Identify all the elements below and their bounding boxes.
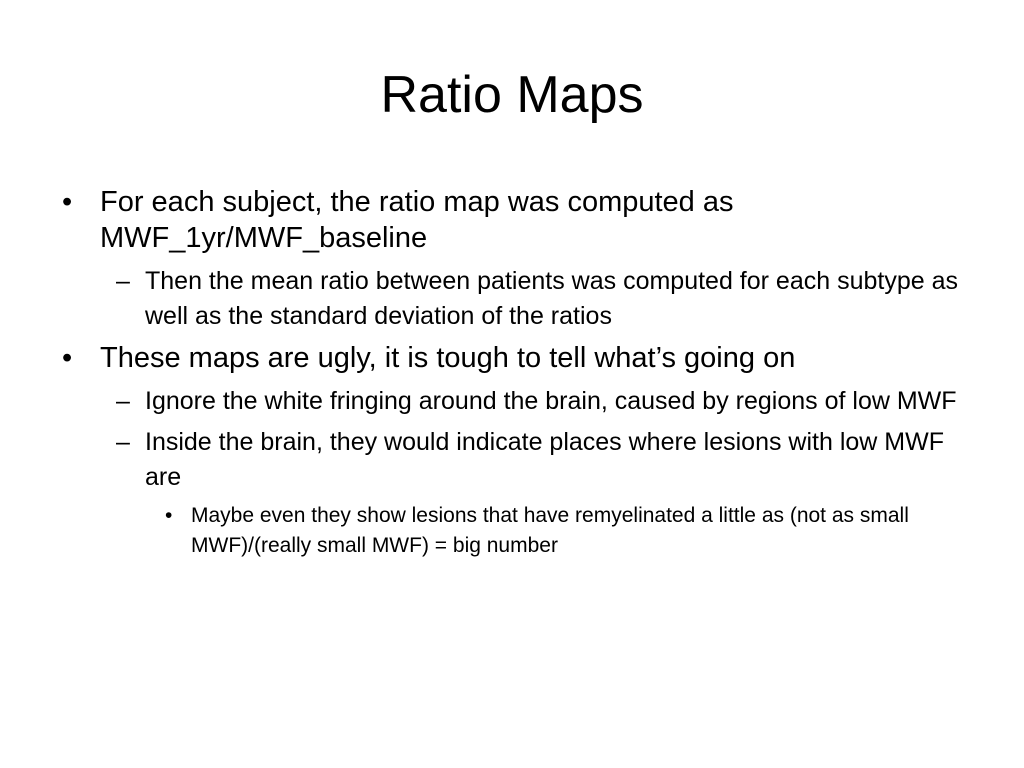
sub-sub-bullet-item — [58, 501, 958, 561]
bullet-marker: • — [62, 342, 73, 374]
sub-bullet-text: Inside the brain, they would indicate places where lesions with low MWF are — [145, 428, 944, 491]
sub-bullet-item — [58, 264, 958, 334]
bullet-text: For each subject, the ratio map was computed as MWF_1yr/MWF_baseline — [100, 186, 734, 254]
sub-bullet-text: Then the mean ratio between patients was computed for each subtype as well as the standard deviation of the ratios — [145, 267, 958, 330]
bullet-item — [58, 184, 958, 256]
bullet-marker: • — [62, 186, 73, 218]
slide-title: Ratio Maps — [380, 66, 644, 124]
dash-marker: – — [116, 267, 130, 295]
sub-bullet-text: Ignore the white fringing around the brain, caused by regions of low MWF — [145, 387, 957, 415]
sub-bullet-item — [58, 384, 958, 419]
bullet-item — [58, 340, 958, 376]
dash-marker: – — [116, 428, 130, 456]
bullet-marker: • — [165, 504, 173, 527]
bullet-list — [58, 184, 958, 567]
dash-marker: – — [116, 387, 130, 415]
bullet-text: These maps are ugly, it is tough to tell what’s going on — [100, 342, 796, 374]
sub-bullet-item — [58, 425, 958, 495]
sub-sub-bullet-text: Maybe even they show lesions that have remyelinated a little as (not as small MWF)/(really small MWF) = big number — [191, 504, 909, 557]
